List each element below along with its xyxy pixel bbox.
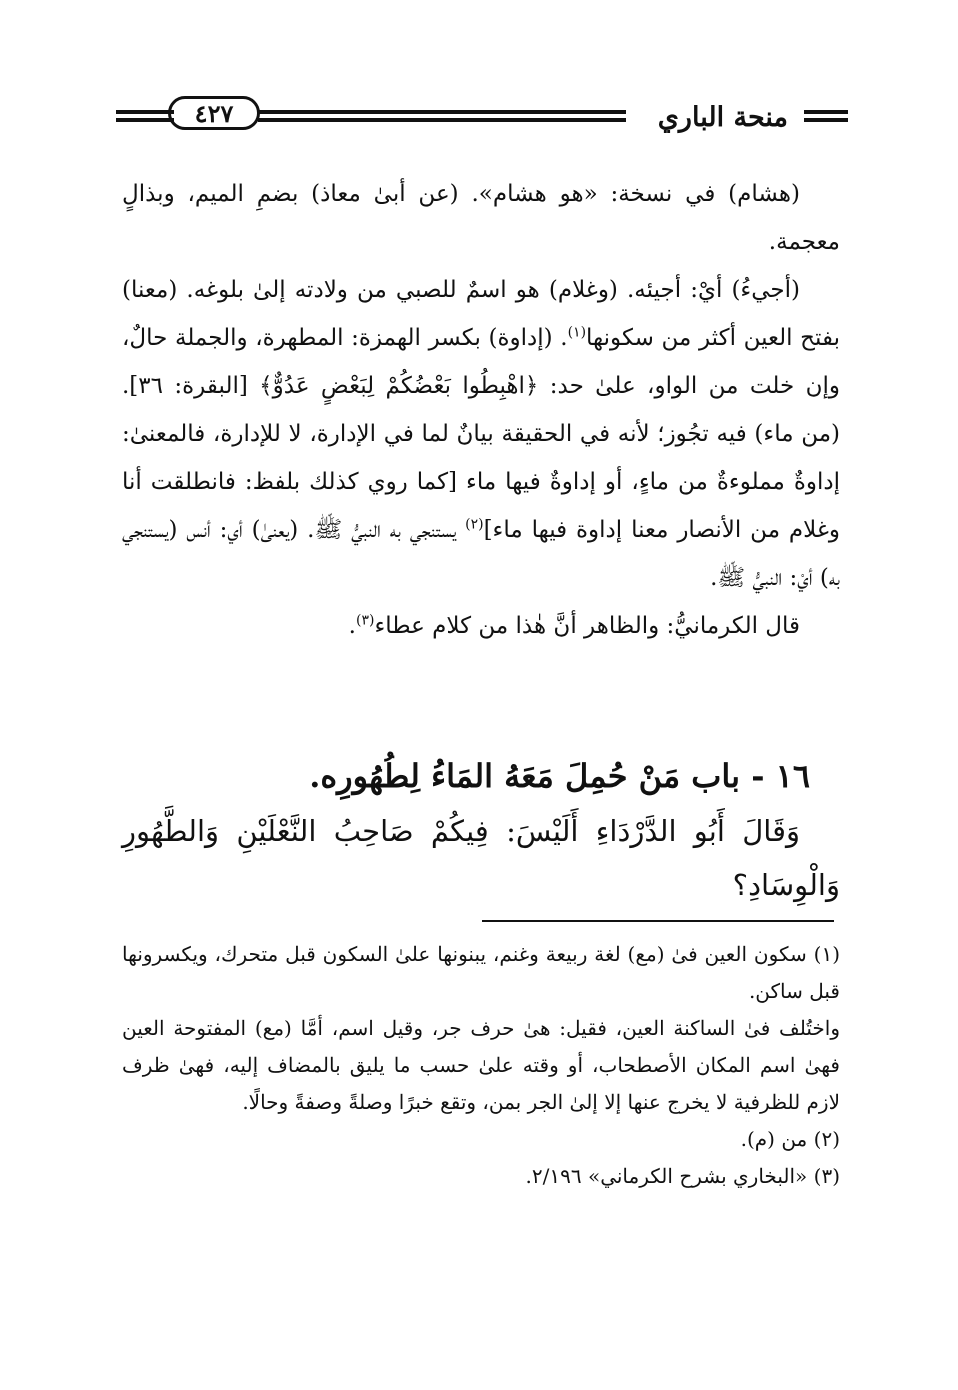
footnote-3: (٣) «البخاري بشرح الكرماني» ٢/١٩٦.	[525, 1164, 840, 1188]
footnote-1: (١) سكون العين فىٰ (مع) لغة ربيعة وغنم، يبنونها علىٰ السكون قبل متحرك، ويكسرونها قبل ساكن.	[122, 942, 840, 1003]
paragraph-3	[122, 602, 840, 650]
running-title: منحة الباري	[657, 102, 788, 133]
footnotes	[122, 936, 840, 1195]
header-rule-left	[116, 110, 174, 122]
footnote-separator	[482, 920, 834, 922]
main-text	[122, 170, 840, 650]
chapter-heading	[122, 748, 840, 912]
page-number: ٤٢٧	[168, 96, 260, 130]
page-header	[110, 92, 848, 142]
paragraph-2	[122, 266, 840, 602]
paragraph-1: (هشام) في نسخة: «هو هشام». (عن أبىٰ معاذ) بضمِ الميم، وبذالٍ معجمة.	[122, 181, 840, 255]
chapter-title: ١٦ - باب مَنْ حُمِلَ مَعَهُ المَاءُ لِطُهُورِه.	[309, 757, 810, 795]
chapter-subtitle: وَقَالَ أَبُو الدَّرْدَاءِ أَلَيْسَ: فِيكُمْ صَاحِبُ النَّعْلَيْنِ وَالطَّهُورِ وَالْوِسَادِ؟	[122, 814, 840, 902]
footnote-2: (٢) من (م).	[740, 1127, 840, 1151]
paragraph-2-part-2: . (إداوة) بكسر الهمزة: المطهرة، والجملة حالٌ، وإن خلت من الواو، علىٰ حد: ﴿اهْبِطُوا بَعْضُكُمْ لِبَعْضٍ عَدُوٌّ﴾ [البقرة: ٣٦]. (من ماء) فيه تجُوز؛ لأنه في الحقيقة بيانٌ لما في الإدارة، لا للإدارة، فالمعنىٰ: إداوةٌ مملوءةٌ من ماءٍ، أو إداوةٌ فيها ماء [كما روي كذلك بلفظ: فانطلقت أنا وغلام من الأنصار معنا إداوة فيها ماء]	[122, 325, 840, 543]
header-rule	[258, 110, 626, 122]
paragraph-3-end: .	[348, 613, 356, 639]
footnote-ref-2: (٢)	[465, 516, 484, 533]
paragraph-2-part-3: يستنجي به النبيُّ ﷺ. (يعنىٰ) أي: أنس (يستنجي به) أيْ: النبيُّ ﷺ.	[122, 517, 840, 591]
footnote-ref-3: (٣)	[355, 612, 375, 629]
paragraph-3-text: قال الكرمانيُّ: والظاهر أنَّ هٰذا من كلام عطاء	[374, 613, 800, 639]
footnote-1-continued: واختُلف فىٰ الساكنة العين، فقيل: هىٰ حرف جر، وقيل اسم، أمَّا (مع) المفتوحة العين فهىٰ اسم المكان الأصطحاب، أو وقته علىٰ حسب ما يليق بالمضاف إليه، فهىٰ ظرف لازم للظرفية لا يخرج عنها إلا إلىٰ الجر بمن، وتقع خبرًا وصلةً وصفةً وحالًا.	[122, 1016, 840, 1114]
paragraph-2-part-1: (أجيءُ) أيْ: أجيئه. (وغلام) هو اسمٌ للصبي من ولادته إلىٰ بلوغه. (معنا) بفتح العين أكثر من سكونها	[122, 277, 840, 351]
header-ornament-right	[804, 110, 848, 122]
footnote-ref-1: (١)	[567, 324, 587, 341]
